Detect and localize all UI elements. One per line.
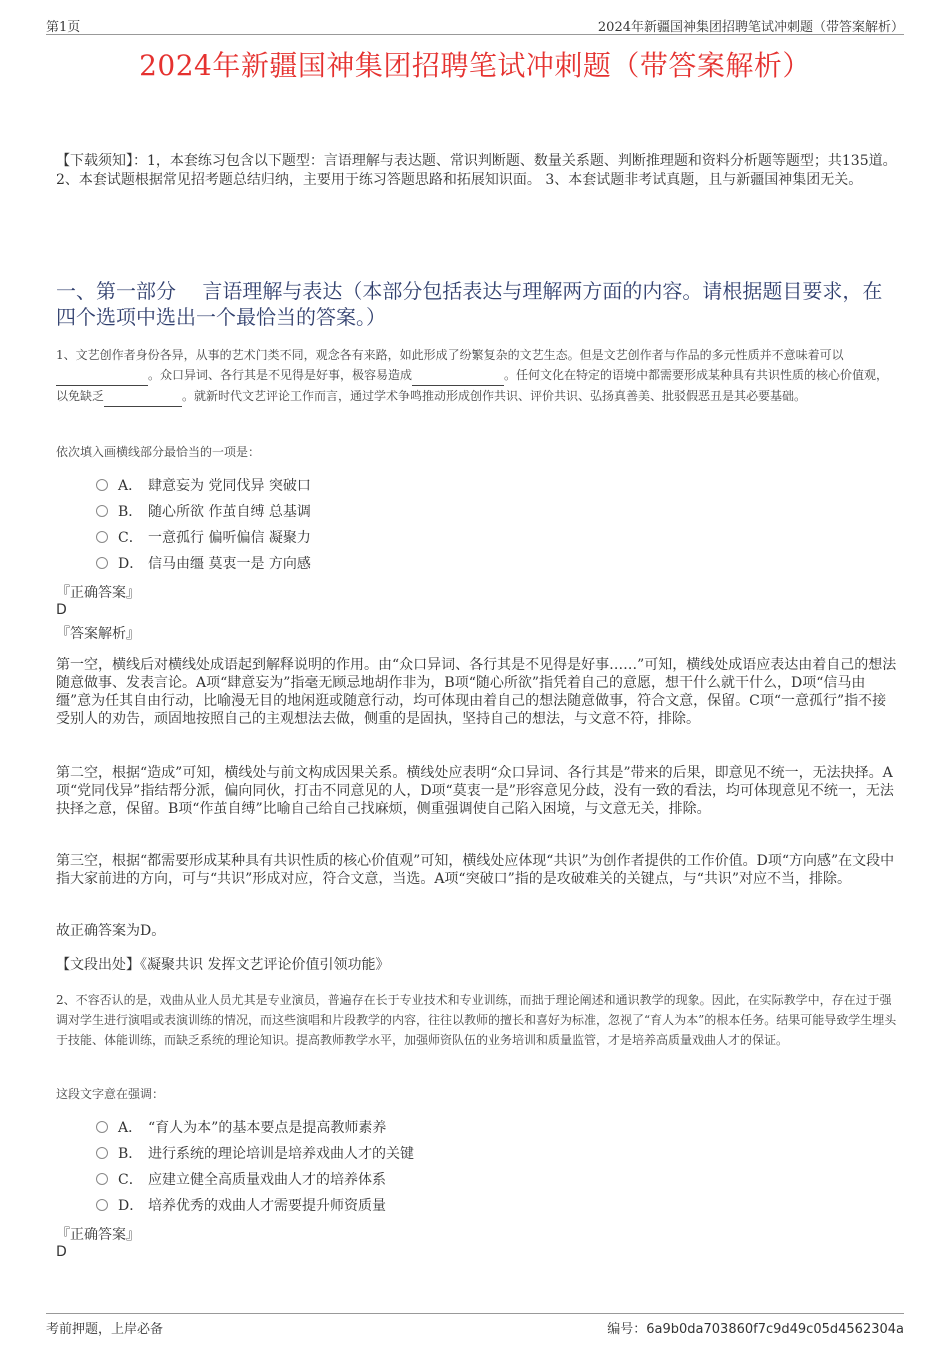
header-doc-title: 2024年新疆国神集团招聘笔试冲刺题（带答案解析） <box>597 20 904 35</box>
q1-answer-label: 『正确答案』 <box>56 585 140 601</box>
page-number: 第1页 <box>46 20 81 35</box>
section-heading: 一、第一部分 言语理解与表达（本部分包括表达与理解两方面的内容。请根据题目要求，在四个选项中选出一个最恰当的答案。） <box>56 279 883 329</box>
q2-option-b[interactable]: B． 进行系统的理论培训是培养戏曲人才的关键 <box>96 1140 414 1166</box>
page-header <box>46 14 904 35</box>
q1-option-a[interactable]: A． 肆意妄为 党同伐异 突破口 <box>96 472 311 498</box>
q1-conclusion: 故正确答案为D。 <box>56 923 166 939</box>
q1-option-b[interactable]: B． 随心所欲 作茧自缚 总基调 <box>96 498 311 524</box>
q1-answer: D <box>56 602 67 618</box>
q1-option-c[interactable]: C． 一意孤行 偏听偏信 凝聚力 <box>96 524 311 550</box>
q1-analysis-label: 『答案解析』 <box>56 626 140 642</box>
q2-prompt: 这段文字意在强调： <box>56 1087 165 1101</box>
radio-icon[interactable] <box>96 1121 108 1133</box>
q1-part4: 。就新时代文艺评论工作而言，通过学术争鸣推动形成创作共识、评价共识、弘扬真善美、批驳假恶丑是其必要基础。 <box>182 389 807 403</box>
q2-options <box>96 1114 414 1218</box>
radio-icon[interactable] <box>96 531 108 543</box>
radio-icon[interactable] <box>96 557 108 569</box>
download-notice: 【下载须知】：1，本套练习包含以下题型：言语理解与表达题、常识判断题、数量关系题、判断推理题和资料分析题等题型；共135道。 2、本套试题根据常见招考题总结归纳，主要用于练习答题思路和拓展知识面。 3、本套试题非考试真题，且与新疆国神集团无关。 <box>56 153 897 188</box>
q1-analysis-3: 第三空，根据“都需要形成某种具有共识性质的核心价值观”可知，横线处应体现“共识”为创作者提供的工作价值。D项“方向感”在文段中指大家前进的方向，可与“共识”形成对应，符合文意，当选。A项“突破口”指的是攻破难关的关键点，与“共识”对应不当，排除。 <box>56 853 895 887</box>
document-title: 2024年新疆国神集团招聘笔试冲刺题（带答案解析） <box>139 49 811 82</box>
q1-options <box>96 472 311 576</box>
q2-answer-label: 『正确答案』 <box>56 1227 140 1243</box>
q2-option-c[interactable]: C． 应建立健全高质量戏曲人才的培养体系 <box>96 1166 414 1192</box>
q1-prompt: 依次填入画横线部分最恰当的一项是： <box>56 445 261 459</box>
q1-blank-3 <box>104 386 182 407</box>
q2-answer: D <box>56 1244 67 1260</box>
q1-part1: 1、文艺创作者身份各异，从事的艺术门类不同，观念各有来路，如此形成了纷繁复杂的文艺生态。但是文艺创作者与作品的多元性质并不意味着可以 <box>56 348 844 362</box>
radio-icon[interactable] <box>96 479 108 491</box>
page-footer <box>46 1313 904 1336</box>
q2-option-a[interactable]: A． “育人为本”的基本要点是提高教师素养 <box>96 1114 414 1140</box>
radio-icon[interactable] <box>96 505 108 517</box>
question-2-text: 2、不容否认的是，戏曲从业人员尤其是专业演员，普遍存在长于专业技术和专业训练，而拙于理论阐述和通识教学的现象。因此，在实际教学中，存在过于强调对学生进行演唱或表演训练的情况，而这些演唱和片段教学的内容，往往以教师的擅长和喜好为标准，忽视了“育人为本”的根本任务。结果可能导致学生埋头于技能、体能训练，而缺乏系统的理论知识。提高教师教学水平，加强师资队伍的业务培训和质量监管，才是培养高质量戏曲人才的保证。 <box>56 993 897 1047</box>
q1-part2: 。众口异词、各行其是不见得是好事，极容易造成 <box>148 368 413 382</box>
radio-icon[interactable] <box>96 1173 108 1185</box>
footer-code: 编号：6a9b0da703860f7c9d49c05d4562304a <box>607 1322 904 1337</box>
radio-icon[interactable] <box>96 1199 108 1211</box>
q1-source: 【文段出处】《凝聚共识 发挥文艺评论价值引领功能》 <box>56 957 390 973</box>
q1-analysis-2: 第二空，根据“造成”可知，横线处与前文构成因果关系。横线处应表明“众口异词、各行其是”带来的后果，即意见不统一，无法抉择。A项“党同伐异”指结帮分派，偏向同伙，打击不同意见的人，D项“莫衷一是”形容意见分歧，没有一致的看法，均可体现意见不统一，无法抉择之意，保留。B项“作茧自缚”比喻自己给自己找麻烦，侧重强调使自己陷入困境，与文意无关，排除。 <box>56 765 894 817</box>
radio-icon[interactable] <box>96 1147 108 1159</box>
q2-option-d[interactable]: D． 培养优秀的戏曲人才需要提升师资质量 <box>96 1192 414 1218</box>
q1-option-d[interactable]: D． 信马由缰 莫衷一是 方向感 <box>96 550 311 576</box>
q1-analysis-1: 第一空，横线后对横线处成语起到解释说明的作用。由“众口异词、各行其是不见得是好事……”可知，横线处成语应表达由着自己的想法随意做事、发表言论。A项“肆意妄为”指毫无顾忌地胡作非为，B项“随心所欲”指凭着自己的意愿，想干什么就干什么，D项“信马由缰”意为任其自由行动，比喻漫无目的地闲逛或随意行动，均可体现由着自己的想法随意做事，符合文意，保留。C项“一意孤行”指不接受别人的劝告，顽固地按照自己的主观想法去做，侧重的是固执，坚持自己的想法，与文意不符，排除。 <box>56 657 897 727</box>
question-1-text <box>56 345 898 407</box>
q1-blank-2 <box>412 365 504 386</box>
q1-part3: 。任何文化在特定的语境中都需要形成某种具有共识性质的核心价值观，以免缺乏 <box>56 368 889 403</box>
footer-slogan: 考前押题，上岸必备 <box>46 1322 164 1337</box>
q1-blank-1 <box>56 365 148 386</box>
